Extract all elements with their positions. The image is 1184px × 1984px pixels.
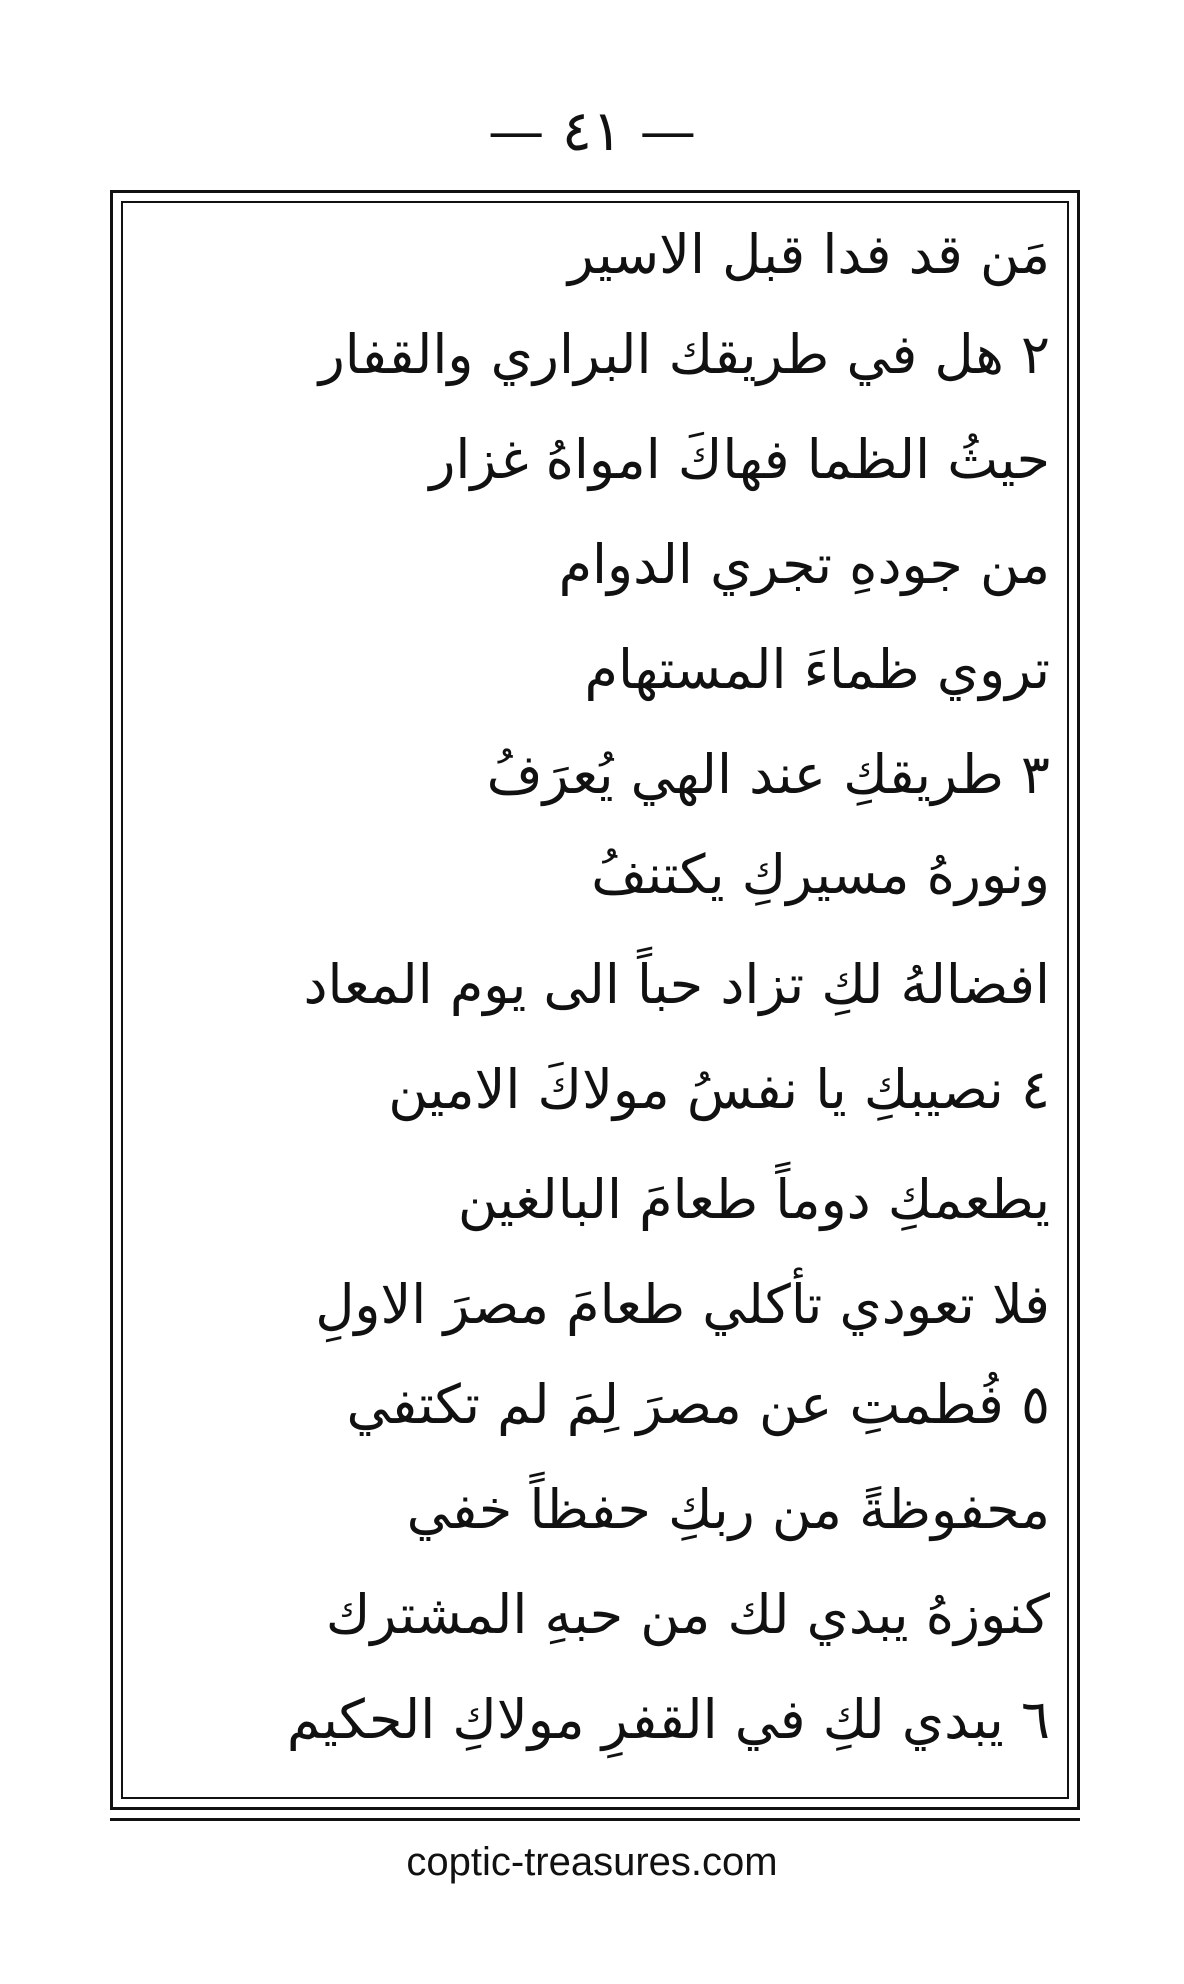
footer-website: coptic-treasures.com	[406, 1840, 778, 1884]
verse-line: تروي ظماءَ المستهام	[584, 638, 1050, 701]
verse-line: ٦ يبدي لكِ في القفرِ مولاكِ الحكيم	[286, 1688, 1050, 1751]
verse-line: حيثُ الظما فهاكَ امواهُ غزار	[429, 428, 1050, 491]
verse-line: يطعمكِ دوماً طعامَ البالغين	[457, 1168, 1050, 1231]
verse-line: ٤ نصيبكِ يا نفسُ مولاكَ الامين	[388, 1058, 1050, 1121]
verse-line: محفوظةً من ربكِ حفظاً خفي	[406, 1478, 1050, 1541]
verse-line: ٢ هل في طريقك البراري والقفار	[318, 323, 1050, 386]
bottom-rule	[110, 1818, 1080, 1821]
page-number: — ٤١ —	[488, 99, 696, 164]
verse-line: ٣ طريقكِ عند الهي يُعرَفُ	[486, 743, 1050, 806]
verse-line: ونورهُ مسيركِ يكتنفُ	[591, 843, 1050, 906]
verse-line: ٥ فُطمتِ عن مصرَ لِمَ لم تكتفي	[346, 1373, 1050, 1436]
verse-line: كنوزهُ يبدي لك من حبهِ المشترك	[325, 1583, 1050, 1646]
verse-line: فلا تعودي تأكلي طعامَ مصرَ الاولِ	[315, 1273, 1050, 1336]
verse-line: من جودهِ تجري الدوام	[558, 533, 1050, 596]
verse-line: افضالهُ لكِ تزاد حباً الى يوم المعاد	[303, 953, 1050, 1016]
verse-line: مَن قد فدا قبل الاسير	[567, 223, 1050, 286]
